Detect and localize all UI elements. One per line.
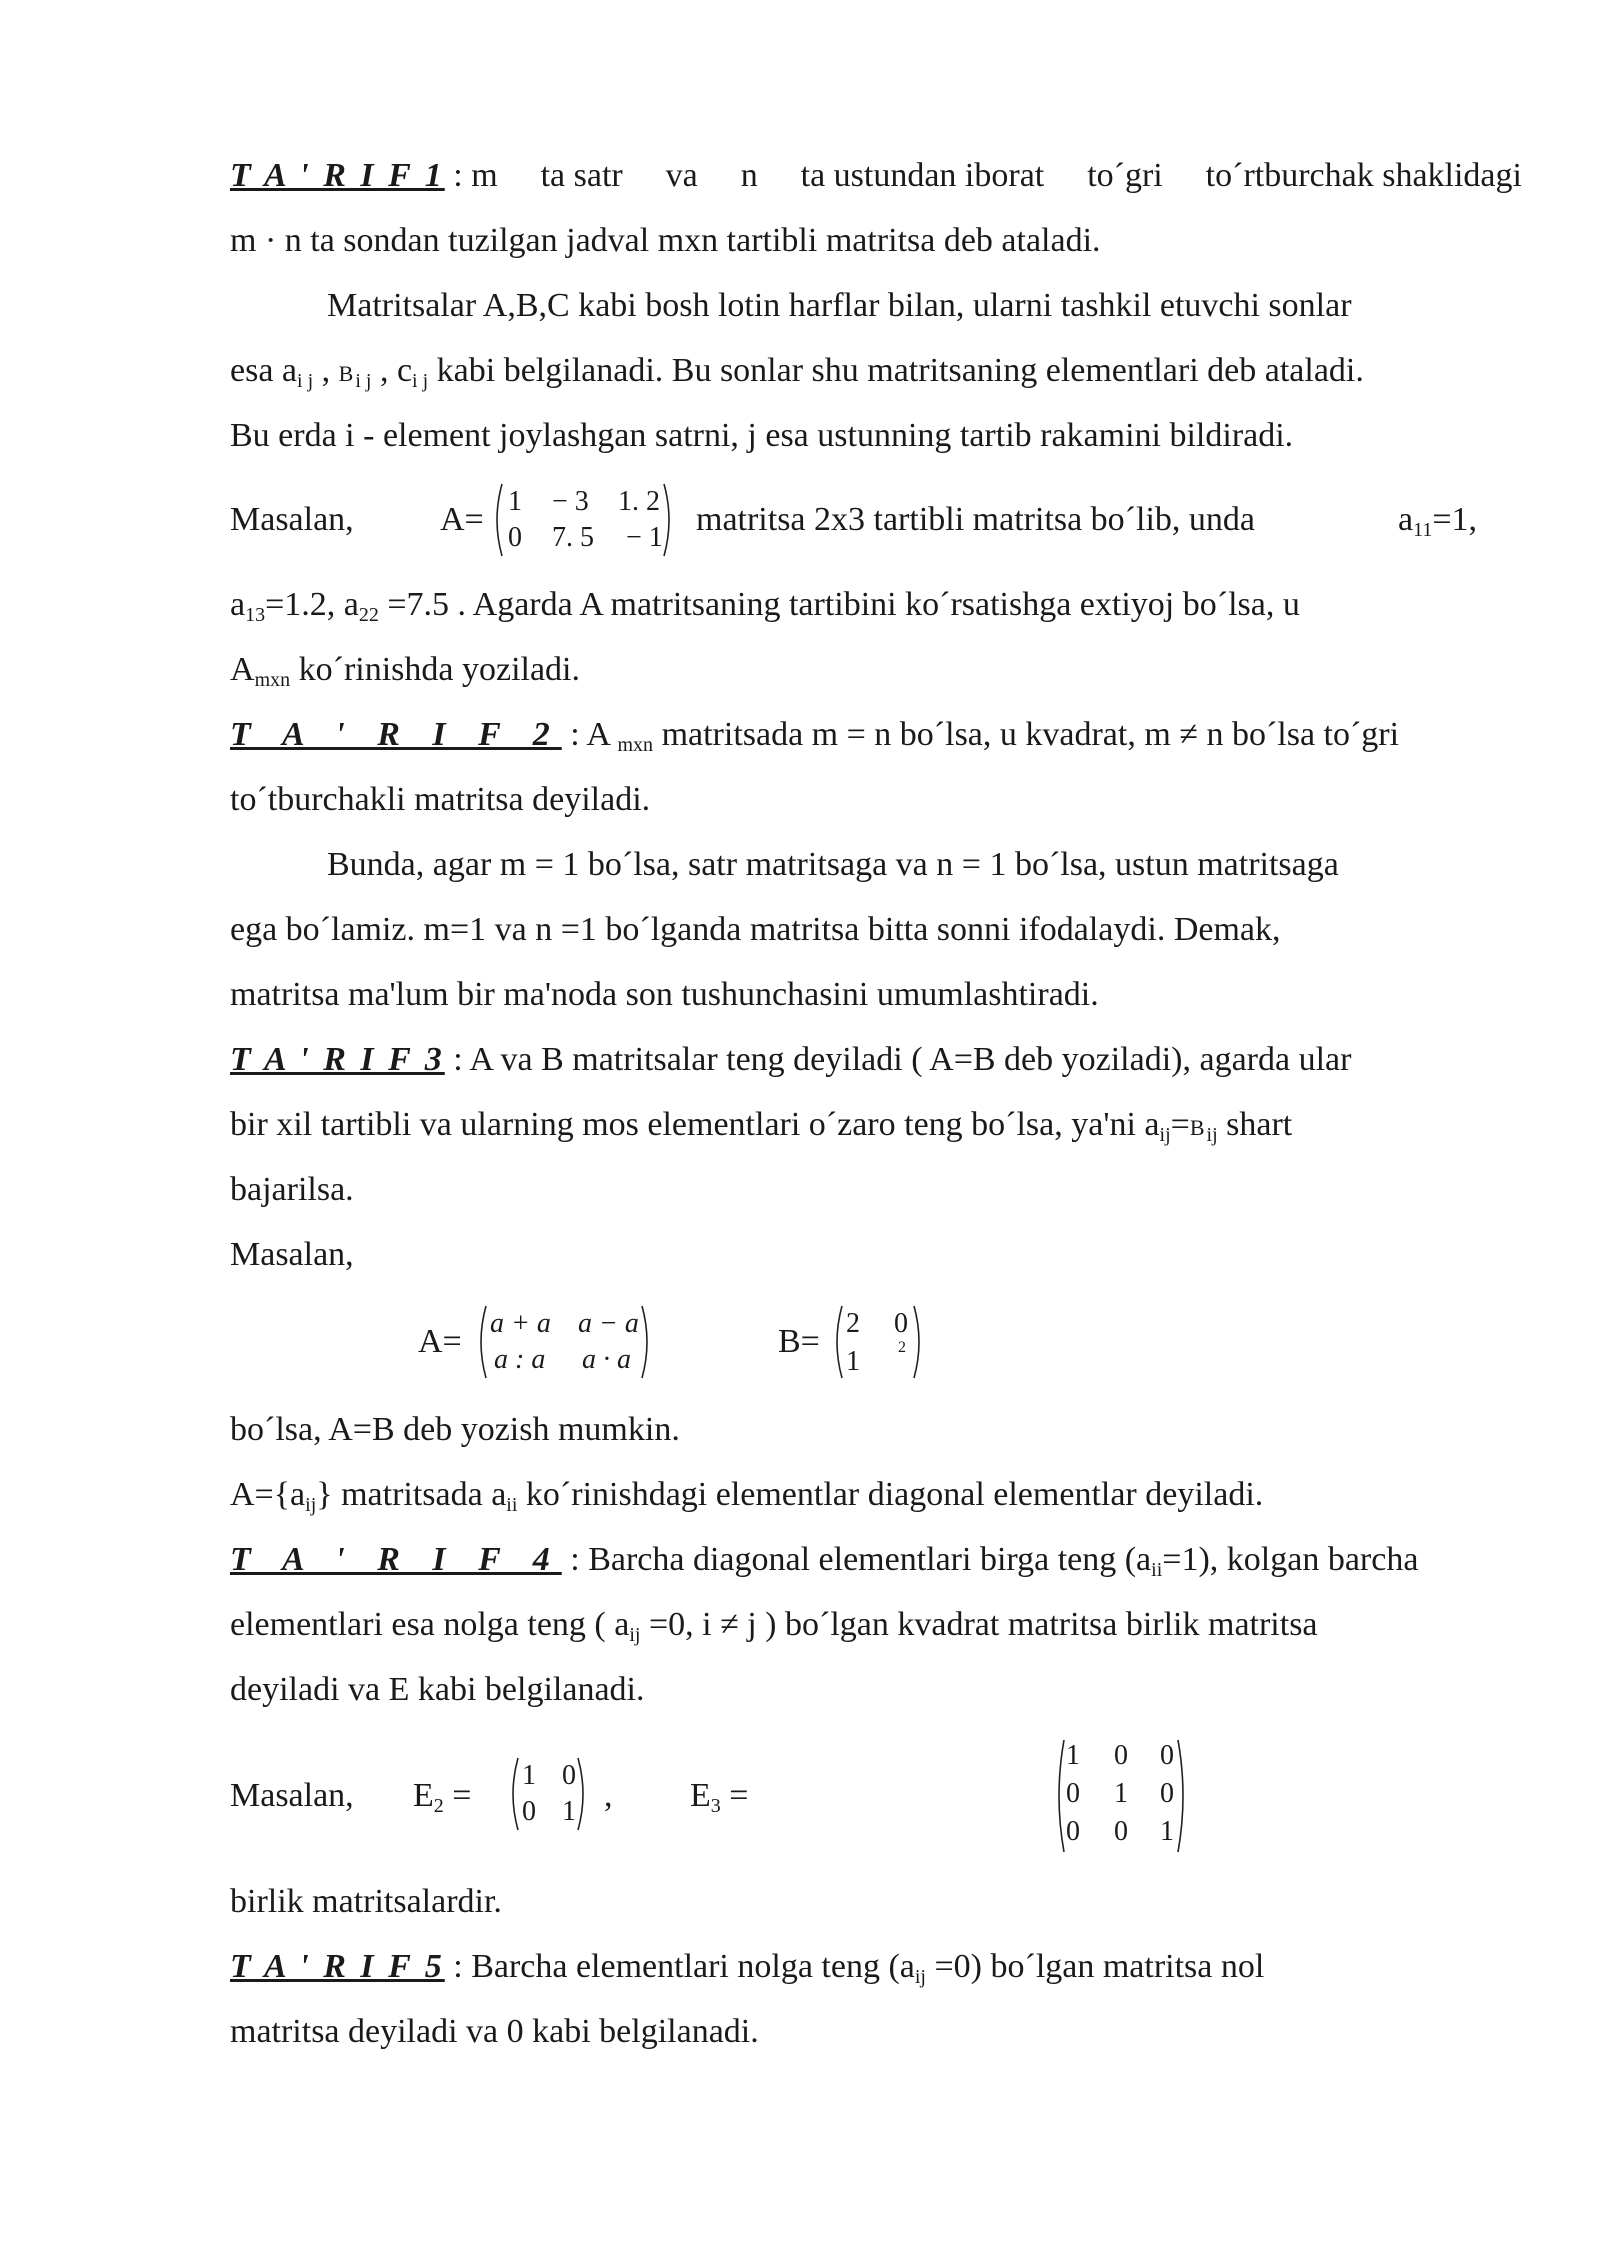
matrix-cell: 0 [1066, 1778, 1080, 1809]
example-1-lead: Masalan, [230, 501, 354, 538]
definition-3-term: T A ' R I F 3 [230, 1041, 445, 1078]
definition-5-line-2: matritsa deyiladi va 0 kabi belgilanadi. [230, 2013, 759, 2050]
matrix-cell: − 1 [626, 522, 663, 553]
example-3-after: birlik matritsalardir. [230, 1883, 502, 1920]
example-3-lead: Masalan, [230, 1777, 354, 1814]
definition-1-term: T A ' R I F 1 [230, 157, 445, 194]
matrix-b-label: B= [778, 1323, 820, 1360]
definition-5-term: T A ' R I F 5 [230, 1948, 445, 1985]
paragraph-1-line-1: Matritsalar A,B,C kabi bosh lotin harflar bilan, ularni tashkil etuvchi sonlar [327, 287, 1352, 324]
paragraph-2-line-2: ega bo´lamiz. m=1 va n =1 bo´lganda matritsa bitta sonni ifodalaydi. Demak, [230, 911, 1281, 948]
matrix-cell: 0 [508, 522, 522, 553]
matrix-b [830, 1304, 926, 1380]
matrix-cell: 0 [1160, 1778, 1174, 1809]
matrix-cell: 1. 2 [618, 486, 660, 517]
matrix-cell: a : a [494, 1344, 546, 1375]
left-paren [490, 482, 504, 558]
definition-4-term: T A ' R I F 4 [230, 1541, 562, 1578]
matrix-a [490, 482, 676, 558]
right-paren [662, 482, 676, 558]
matrix-cell: a − a [578, 1308, 639, 1339]
matrix-cell: 1 [846, 1346, 860, 1377]
example-1-tail: matritsa 2x3 tartibli matritsa bo´lib, unda [696, 501, 1255, 538]
right-paren [1176, 1738, 1190, 1854]
e3-label: $E_3$ = [690, 1777, 749, 1817]
left-paren [1052, 1738, 1066, 1854]
definition-4-line-3: deyiladi va E kabi belgilanadi. [230, 1671, 645, 1708]
matrix-cell: 1 [1160, 1816, 1174, 1847]
paragraph-2-line-1: Bunda, agar m = 1 bo´lsa, satr matritsaga va n = 1 bo´lsa, ustun matritsaga [327, 846, 1339, 883]
matrix-cell: 0 [562, 1760, 576, 1791]
paragraph-1-line-3: Bu erda i - element joylashgan satrni, j esa ustunning tartib rakamini bildiradi. [230, 417, 1294, 454]
definition-3-line-2: bir xil tartibli va ularning mos elementlari o´zaro teng bo´lsa, ya'ni $a_{ij}=B_{ij}$ shart [230, 1106, 1293, 1146]
definition-1-line-2: m · n ta sondan tuzilgan jadval mxn tartibli matritsa deb ataladi. [230, 222, 1101, 259]
right-paren [576, 1756, 590, 1832]
matrix-cell: 0 [1160, 1740, 1174, 1771]
matrix-cell: a · a [582, 1344, 631, 1375]
matrix-cell: 0 [522, 1796, 536, 1827]
matrix-a-label-2: A= [418, 1323, 462, 1360]
matrix-cell: 2 [898, 1339, 906, 1356]
paragraph-1-line-2: esa $a_{i j}$ , $B_{i j}$ , $c_{i j}$ kabi belgilanadi. Bu sonlar shu matritsaning elementlari deb ataladi. [230, 352, 1364, 392]
e2-label: $E_2$ = [413, 1777, 472, 1817]
matrix-cell: 1 [508, 486, 522, 517]
definition-4-line-1: T A ' R I F 4 : Barcha diagonal elementlari birga teng $(a_{ii}=1)$, kolgan barcha [230, 1541, 1419, 1581]
matrix-cell: 0 [1114, 1816, 1128, 1847]
paragraph-2-line-3: matritsa ma'lum bir ma'noda son tushunchasini umumlashtiradi. [230, 976, 1099, 1013]
matrix-cell: 0 [1066, 1816, 1080, 1847]
matrix-cell: 2 [846, 1308, 860, 1339]
right-paren [640, 1304, 654, 1380]
matrix-cell: 1 [1114, 1778, 1128, 1809]
example-1-tail-value: $a_{11}=1$, [1398, 501, 1478, 541]
definition-4-line-2: elementlari esa nolga teng ( $a_{ij} =0$, i ≠ j ) bo´lgan kvadrat matritsa birlik matritsa [230, 1606, 1318, 1646]
comma: , [604, 1777, 613, 1814]
matrix-cell: 0 [1114, 1740, 1128, 1771]
right-paren [912, 1304, 926, 1380]
matrix-cell: a + a [490, 1308, 551, 1339]
matrix-a-label: A= [440, 501, 484, 538]
matrix-cell: 1 [522, 1760, 536, 1791]
matrix-cell: 1 [1066, 1740, 1080, 1771]
matrix-a-symbolic [474, 1304, 654, 1380]
definition-2-term: T A ' R I F 2 [230, 716, 562, 753]
example-1-line-3: $A_{mxn}$ ko´rinishda yoziladi. [230, 651, 581, 691]
matrix-e3 [1052, 1738, 1190, 1854]
definition-1-line-1: T A ' R I F 1 : m ta satr va n ta ustundan iborat to´gri to´rtburchak shaklidagi [230, 157, 1522, 194]
matrix-e2 [506, 1756, 590, 1832]
example-1-line-2: $a_{13}=1.2$, $a_{22} =7.5$ . Agarda A matritsaning tartibini ko´rsatishga extiyoj bo´lsa, u [230, 586, 1300, 626]
definition-3-line-4: Masalan, [230, 1236, 354, 1273]
definition-3-line-3: bajarilsa. [230, 1171, 354, 1208]
example-2-after: bo´lsa, A=B deb yozish mumkin. [230, 1411, 680, 1448]
left-paren [474, 1304, 488, 1380]
left-paren [506, 1756, 520, 1832]
definition-3-line-1: T A ' R I F 3 : A va B matritsalar teng deyiladi ( A=B deb yoziladi), agarda ular [230, 1041, 1352, 1078]
matrix-cell: 7. 5 [552, 522, 594, 553]
matrix-cell: − 3 [552, 486, 589, 517]
definition-2-line-1: T A ' R I F 2 : A $_{mxn}$ matritsada m = n bo´lsa, u kvadrat, m ≠ n bo´lsa to´gri [230, 716, 1400, 756]
definition-2-line-2: to´tburchakli matritsa deyiladi. [230, 781, 651, 818]
left-paren [830, 1304, 844, 1380]
diagonal-definition: $A=\{a_{ij}\}$ matritsada $a_{ii}$ ko´rinishdagi elementlar diagonal elementlar deyiladi. [230, 1476, 1264, 1516]
definition-5-line-1: T A ' R I F 5 : Barcha elementlari nolga teng $(a_{ij} =0)$ bo´lgan matritsa nol [230, 1948, 1265, 1988]
matrix-cell: 1 [562, 1796, 576, 1827]
matrix-cell: 0 [894, 1308, 908, 1339]
